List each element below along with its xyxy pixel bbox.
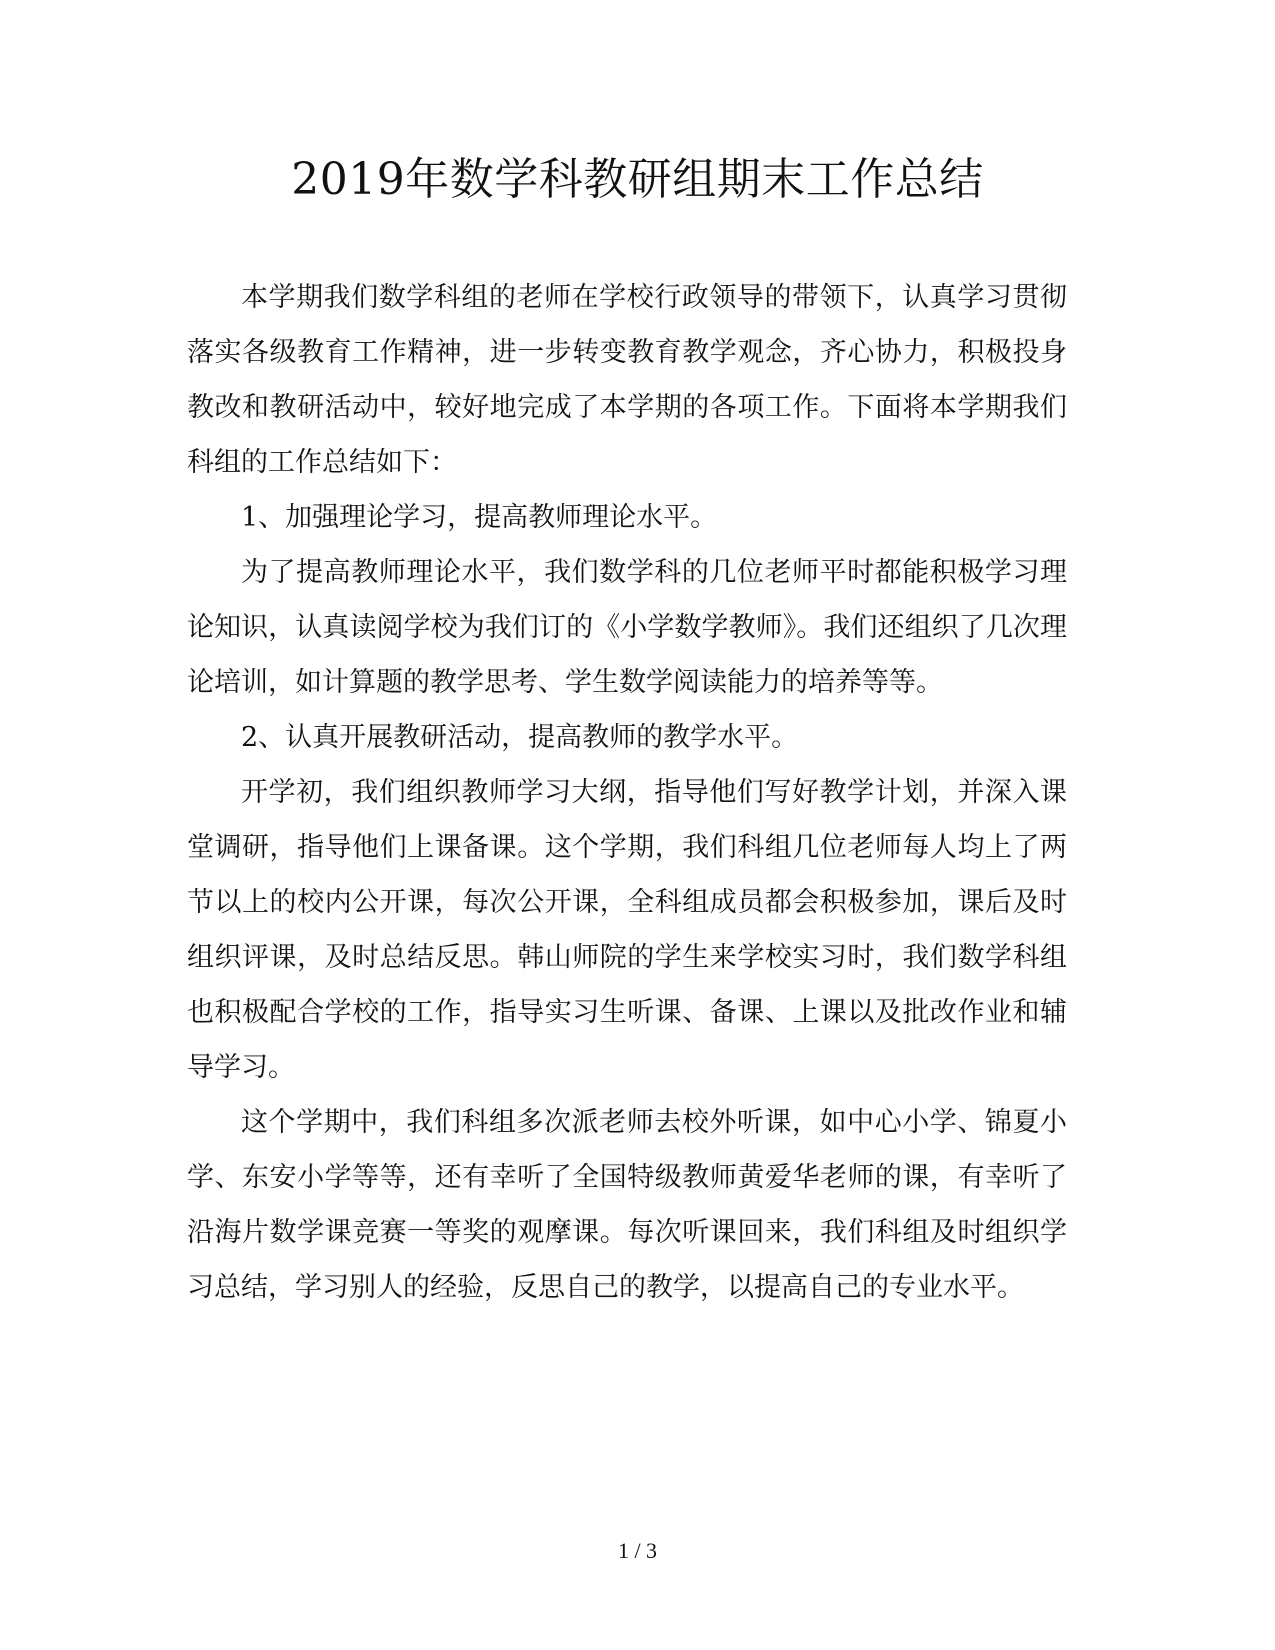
document-title: 2019年数学科教研组期末工作总结 [291,154,984,205]
section-heading-1: 1、加强理论学习，提高教师理论水平。 [241,502,718,533]
paragraph-intro: 本学期我们数学科组的老师在学校行政领导的带领下，认真学习贯彻落实各级教育工作精神，进一步转变教育教学观念，齐心协力，积极投身教改和教研活动中，较好地完成了本学期的各项工作。下面将本学期我们科组的工作总结如下： [187,282,1067,478]
paragraph-theory-study: 为了提高教师理论水平，我们数学科的几位老师平时都能积极学习理论知识，认真读阅学校为我们订的《小学数学教师》。我们还组织了几次理论培训，如计算题的教学思考、学生数学阅读能力的培养等等。 [187,557,1067,698]
document-body [187,270,1067,1315]
page-number: 1 / 3 [617,1538,658,1563]
section-heading-2: 2、认真开展教研活动，提高教师的教学水平。 [241,722,799,753]
paragraph-external-observation: 这个学期中，我们科组多次派老师去校外听课，如中心小学、锦夏小学、东安小学等等，还有幸听了全国特级教师黄爱华老师的课，有幸听了沿海片数学课竞赛一等奖的观摩课。每次听课回来，我们科组及时组织学习总结，学习别人的经验，反思自己的教学，以提高自己的专业水平。 [187,1107,1067,1303]
paragraph-teaching-research: 开学初，我们组织教师学习大纲，指导他们写好教学计划，并深入课堂调研，指导他们上课备课。这个学期，我们科组几位老师每人均上了两节以上的校内公开课，每次公开课，全科组成员都会积极参加，课后及时组织评课，及时总结反思。韩山师院的学生来学校实习时，我们数学科组也积极配合学校的工作，指导实习生听课、备课、上课以及批改作业和辅导学习。 [187,777,1067,1083]
